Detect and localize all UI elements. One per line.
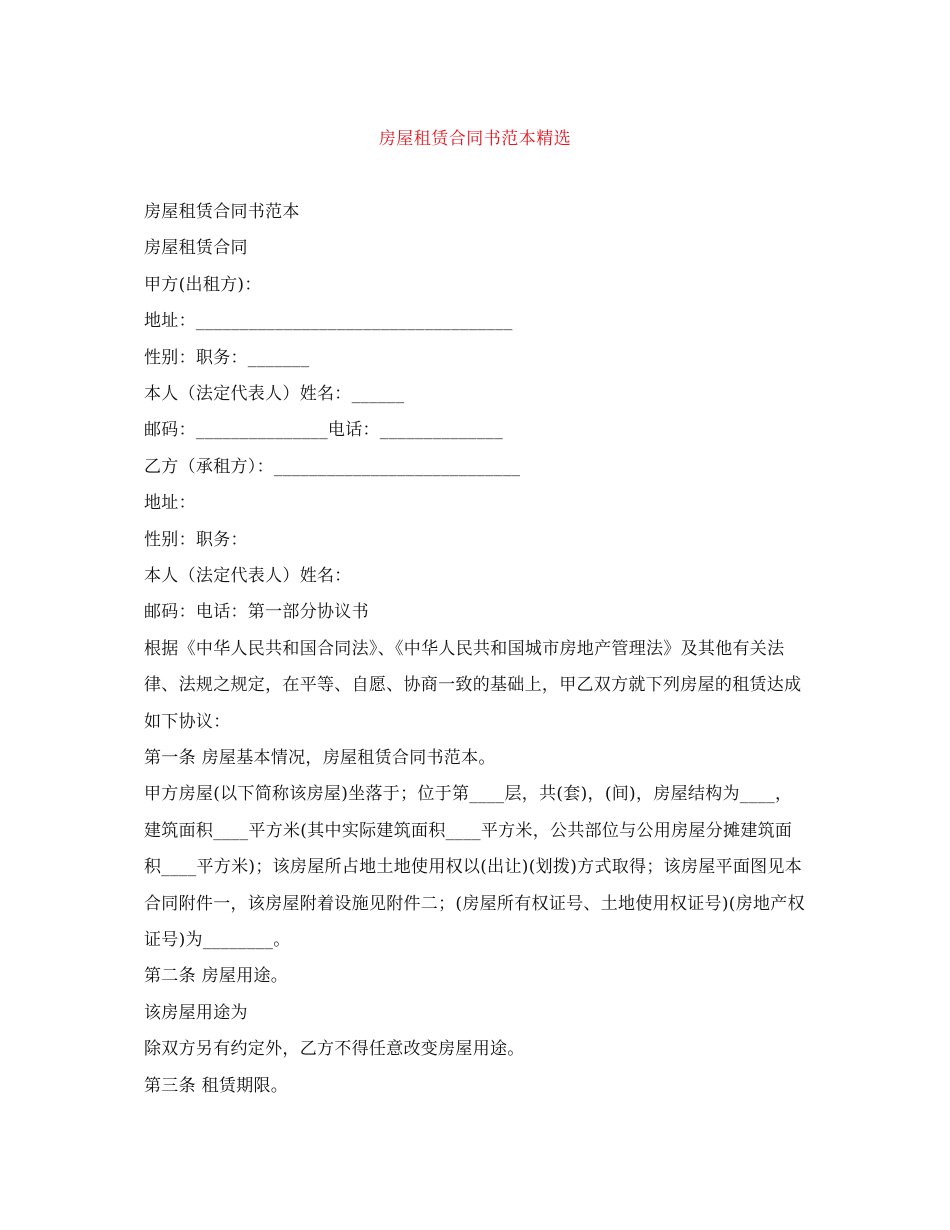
party-a-zip-phone: 邮码：_______________电话：______________ — [144, 420, 503, 441]
document-body — [144, 194, 806, 1104]
article-3-heading: 第三条 租赁期限。 — [144, 1075, 289, 1096]
party-a-gender-title: 性别：职务：_______ — [144, 347, 310, 368]
party-b-representative: 本人（法定代表人）姓名： — [144, 565, 352, 586]
party-a-representative: 本人（法定代表人）姓名：______ — [144, 383, 405, 404]
article-2-heading: 第二条 房屋用途。 — [144, 966, 289, 987]
article-2-restriction: 除双方另有约定外，乙方不得任意改变房屋用途。 — [144, 1039, 525, 1060]
article-2-usage: 该房屋用途为 — [144, 1002, 248, 1023]
party-b-zip-phone: 邮码：电话：第一部分协议书 — [144, 602, 369, 623]
party-b-gender-title: 性别：职务： — [144, 529, 248, 550]
party-a-label: 甲方(出租方)： — [144, 274, 262, 295]
party-b-address: 地址： — [144, 493, 196, 514]
contract-subheading: 房屋租赁合同 — [144, 238, 248, 259]
contract-heading: 房屋租赁合同书范本 — [144, 202, 300, 222]
article-1-heading: 第一条 房屋基本情况，房屋租赁合同书范本。 — [144, 747, 496, 768]
article-1-paragraph: 甲方房屋(以下简称该房屋)坐落于；位于第____层，共(套)，(间)，房屋结构为____，建筑面积____平方米(其中实际建筑面积____平方米，公共部位与公用房屋分摊建筑面积____平方米)；该房屋所占地土地使用权以(出让)(划拨)方式取得；该房屋平面图见本合同附件一，该房屋附着设施见附件二；(房屋所有权证号、土地使用权证号)(房地产权证号)为________。 — [144, 784, 805, 950]
preamble-paragraph: 根据《中华人民共和国合同法》、《中华人民共和国城市房地产管理法》及其他有关法律、法规之规定，在平等、自愿、协商一致的基础上，甲乙双方就下列房屋的租赁达成如下协议： — [144, 638, 802, 732]
party-a-address: 地址：____________________________________ — [144, 311, 513, 332]
document-title: 房屋租赁合同书范本精选 — [378, 129, 572, 149]
party-b-label: 乙方（承租方）：____________________________ — [144, 456, 521, 477]
